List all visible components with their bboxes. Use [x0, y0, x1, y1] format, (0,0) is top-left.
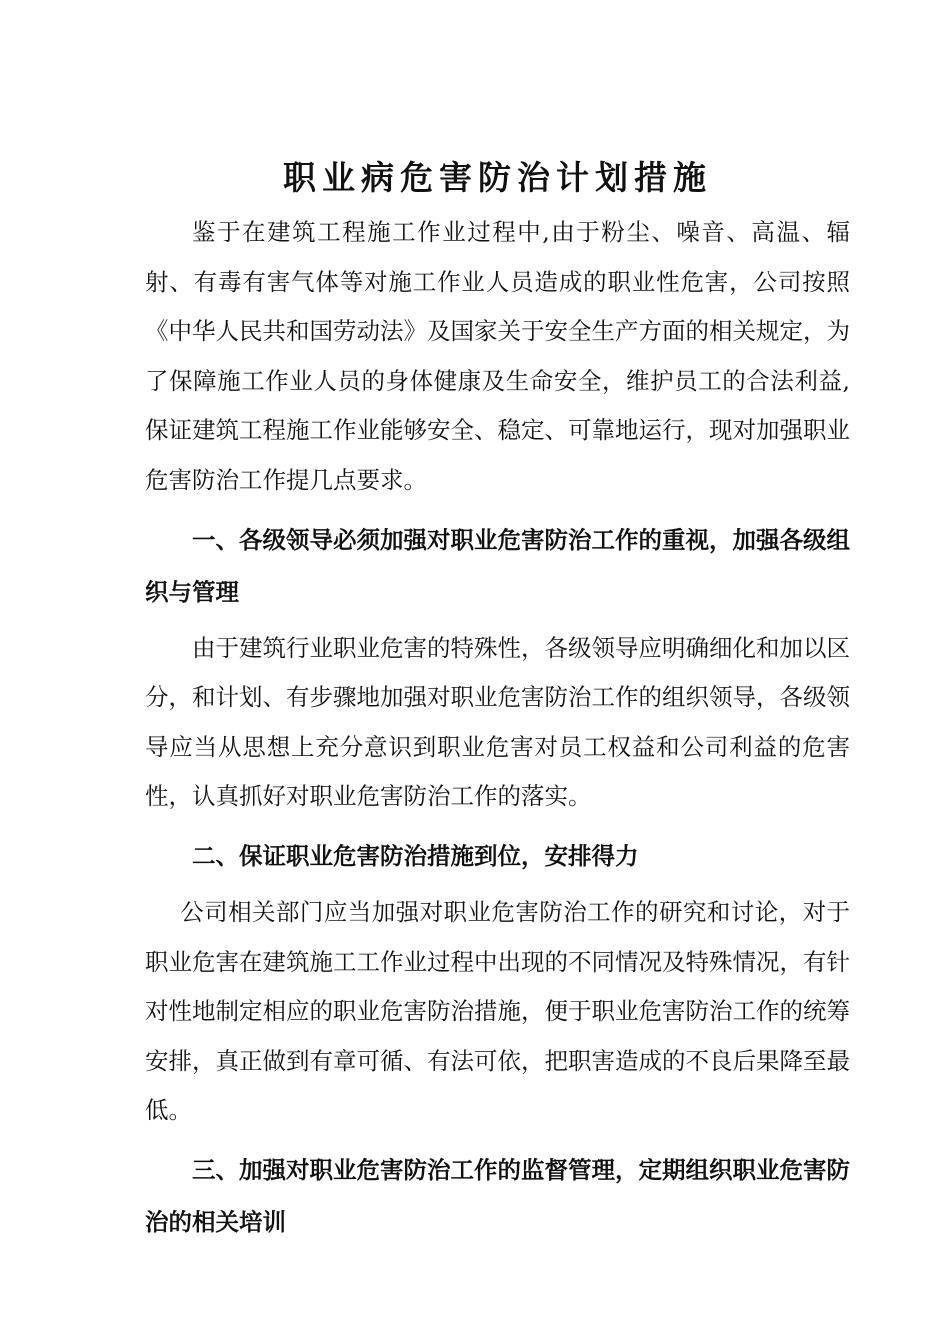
section-2-body: 公司相关部门应当加强对职业危害防治工作的研究和讨论，对于职业危害在建筑施工工作业过程中出现的不同情况及特殊情况，有针对性地制定相应的职业危害防治措施，便于职业危害防治工作的统筹安排，真正做到有章可循、有法可依，把职害造成的不良后果降至最低。 [145, 897, 850, 1125]
section-1-body: 由于建筑行业职业危害的特殊性，各级领导应明确细化和加以区分，和计划、有步骤地加强对职业危害防治工作的组织领导，各级领导应当从思想上充分意识到职业危害对员工权益和公司利益的危害性，认真抓好对职业危害防治工作的落实。 [145, 633, 850, 811]
section-2-heading: 二、保证职业危害防治措施到位，安排得力 [192, 841, 639, 870]
intro-paragraph: 鉴于在建筑工程施工作业过程中,由于粉尘、噪音、高温、辐射、有毒有害气体等对施工作业人员造成的职业性危害，公司按照《中华人民共和国劳动法》及国家关于安全生产方面的相关规定，为了保障施工作业人员的身体健康及生命安全，维护员工的合法利益,保证建筑工程施工作业能够安全、稳定、可靠地运行，现对加强职业危害防治工作提几点要求。 [145, 218, 850, 494]
section-1-heading: 一、各级领导必须加强对职业危害防治工作的重视，加强各级组织与管理 [145, 525, 850, 606]
document-title: 职业病危害防治计划措施 [283, 158, 712, 197]
document-page [145, 148, 850, 1254]
section-3-heading: 三、加强对职业危害防治工作的监督管理，定期组织职业危害防治的相关培训 [145, 1155, 850, 1236]
